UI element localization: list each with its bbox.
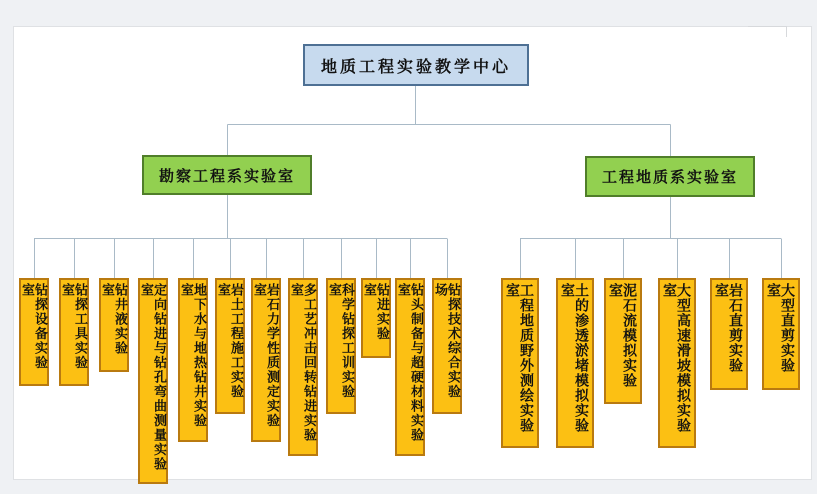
- org-leaf-box: [395, 278, 425, 456]
- org-leaf-label: 泥石流模拟实验室: [608, 283, 638, 388]
- org-leaf-label: 科学钻探工训实验室: [327, 283, 355, 399]
- org-leaf-label: 工程地质野外测绘实验室: [505, 283, 535, 433]
- org-leaf-box: [288, 278, 318, 456]
- org-leaf-label: 岩石直剪实验室: [714, 283, 744, 373]
- org-leaf-box: [138, 278, 168, 484]
- org-leaf-box: [658, 278, 696, 448]
- org-leaf-box: [251, 278, 281, 442]
- org-root-box: [303, 44, 529, 86]
- org-leaf-box: [326, 278, 356, 414]
- org-leaf-box: [604, 278, 642, 404]
- org-leaf-box: [501, 278, 539, 448]
- org-leaf-label: 钻进实验室: [362, 283, 390, 341]
- org-branch-label: 勘察工程系实验室: [158, 167, 295, 185]
- org-leaf-label: 钻头制备与超硬材料实验室: [396, 283, 424, 443]
- org-leaf-box: [99, 278, 129, 372]
- org-leaf-box: [432, 278, 462, 414]
- org-branch-box-survey-engineering: [142, 155, 312, 195]
- org-leaf-label: 钻探设备实验室: [20, 283, 48, 370]
- org-leaf-label: 大型直剪实验室: [766, 283, 796, 373]
- org-leaf-label: 钻探技术综合实验场: [433, 283, 461, 399]
- org-leaf-label: 钻探工具实验室: [60, 283, 88, 370]
- org-leaf-label: 定向钻进与钻孔弯曲测量实验室: [139, 283, 167, 472]
- org-leaf-box: [178, 278, 208, 442]
- org-leaf-box: [361, 278, 391, 358]
- org-leaf-box: [19, 278, 49, 386]
- org-leaf-box: [762, 278, 800, 390]
- org-leaf-label: 土的渗透淤堵模拟实验室: [560, 283, 590, 433]
- org-leaf-label: 岩土工程施工实验室: [216, 283, 244, 399]
- org-leaf-box: [59, 278, 89, 386]
- org-leaf-label: 钻井液实验室: [100, 283, 128, 356]
- org-leaf-box: [215, 278, 245, 414]
- org-leaf-label: 岩石力学性质测定实验室: [252, 283, 280, 428]
- org-leaf-label: 多工艺冲击回转钻进实验室: [289, 283, 317, 443]
- org-branch-box-engineering-geology: [585, 156, 755, 197]
- org-leaf-label: 地下水与地热钻井实验室: [179, 283, 207, 428]
- org-branch-label: 工程地质系实验室: [601, 169, 738, 186]
- org-root-label: 地质工程实验教学中心: [320, 58, 511, 76]
- org-leaf-label: 大型高速滑坡模拟实验室: [662, 283, 692, 433]
- org-leaf-box: [710, 278, 748, 390]
- org-leaf-box: [556, 278, 594, 448]
